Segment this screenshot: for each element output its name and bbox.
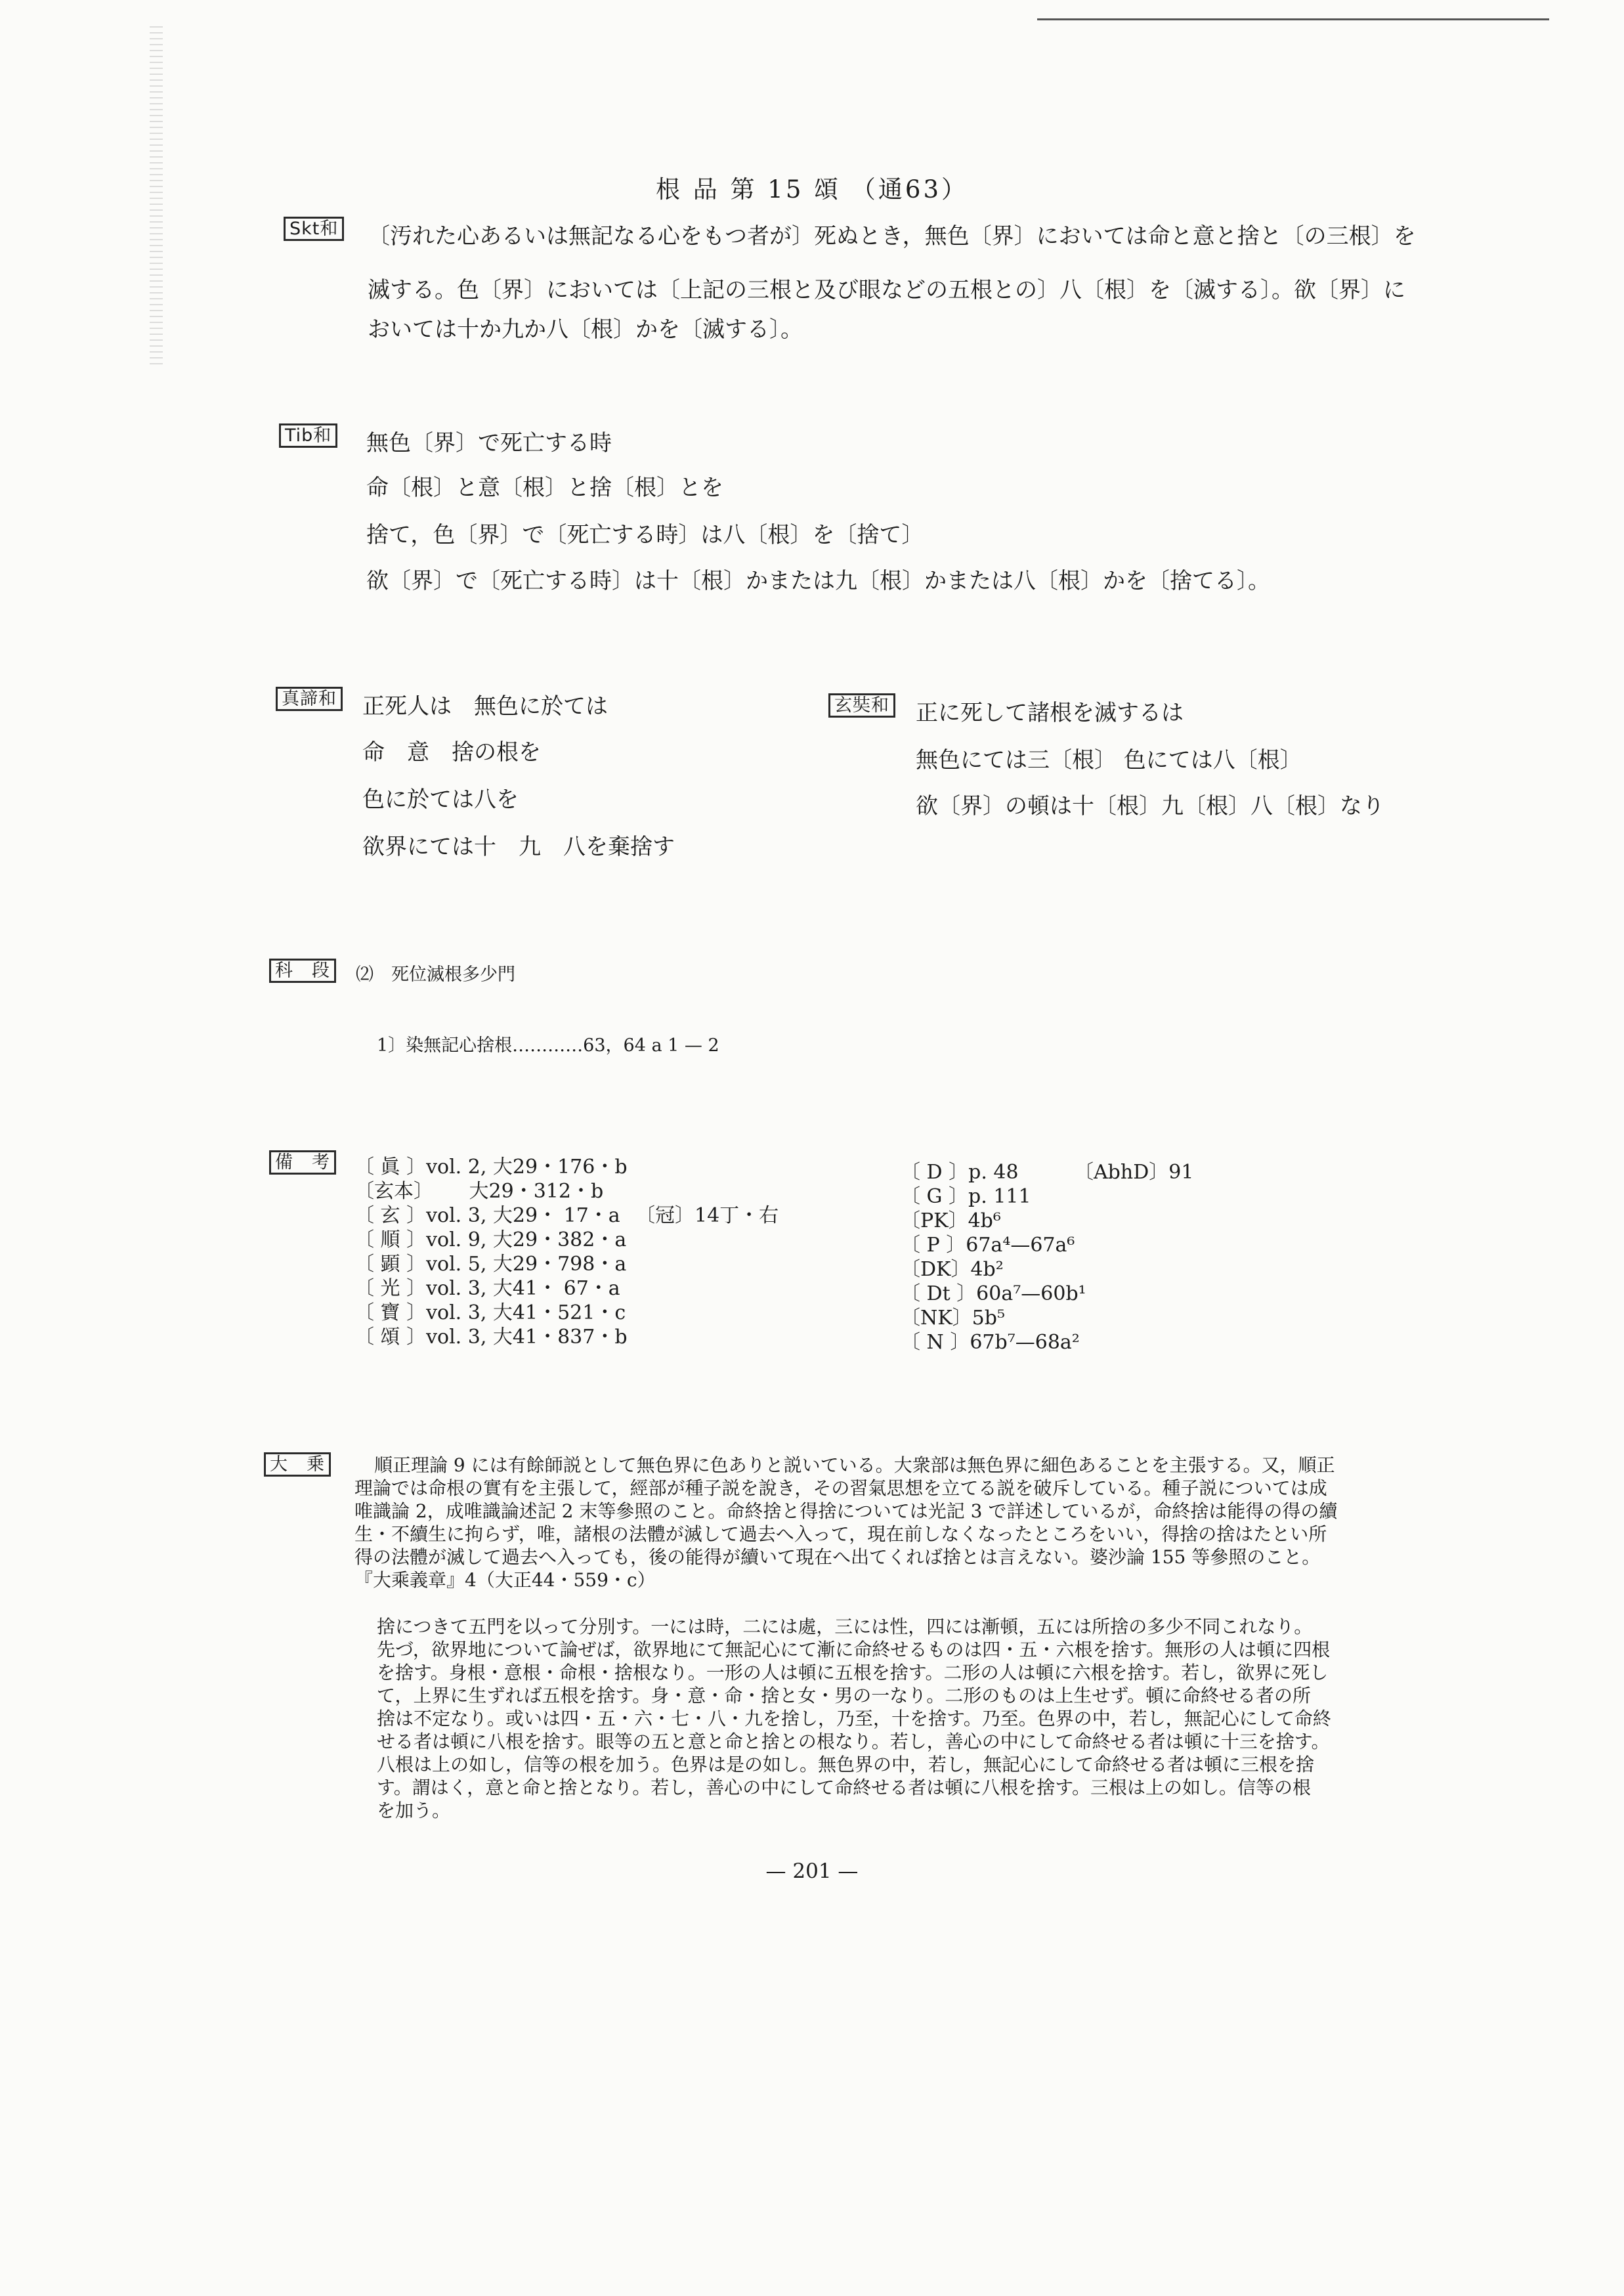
biko-ref-left: 〔 眞 〕vol. 2, 大29・176・b [354,1156,628,1179]
daijo-line: 先づ，欲界地について論ぜば，欲界地にて無記心にて漸に命終せるものは四・五・六根を捨す。無形の人は頓に四根 [377,1639,1331,1660]
biko-ref-left: 〔 玄 〕vol. 3, 大29・ 17・a [354,1204,620,1227]
kadan-tag-label: 科 段 [269,959,336,983]
tib-line: 欲〔界〕で〔死亡する時〕は十〔根〕かまたは九〔根〕かまたは八〔根〕かを〔捨てる〕。 [366,568,1270,594]
daijo-line: を捨す。身根・意根・命根・捨根なり。一形の人は頓に五根を捨す。二形の人は頓に六根を捨す。若し，欲界に死し [377,1662,1329,1683]
biko-ref-right: 〔 G 〕p. 111 [901,1185,1031,1208]
shintai-line: 欲界にては十 九 八を棄捨す [362,834,675,860]
skt-line: 滅する。色〔界〕においては〔上記の三根と及び眼などの五根との〕八〔根〕を〔滅する〕。欲〔界〕に [368,277,1405,303]
biko-ref-left: 〔玄本〕 大29・312・b [354,1180,604,1203]
daijo-line: て，上界に生ずれば五根を捨す。身・意・命・捨と女・男の一なり。二形のものは上生せず。頓に命終せる者の所 [377,1685,1311,1706]
daijo-line: 得の法體が滅して過去へ入っても，後の能得が續いて現在へ出てくれば捨とは言えない。婆沙論 155 等參照のこと。 [354,1546,1321,1568]
biko-ref-right: 〔NK〕5b⁵ [901,1307,1005,1330]
page-title: 根 品 第 15 頌 （通63） [656,175,968,204]
biko-ref-left: 〔 順 〕vol. 9, 大29・382・a [354,1228,627,1251]
biko-ref-right: 〔DK〕4b² [901,1258,1004,1281]
shintai-line: 色に於ては八を [362,787,519,813]
tib-tag [279,423,337,448]
biko-ref-right: 〔 Dt 〕60a⁷—60b¹ [901,1282,1086,1305]
biko-ref-left: 〔 寶 〕vol. 3, 大41・521・c [354,1301,626,1324]
skt-line: 〔汚れた心あるいは無記なる心をもつ者が〕死ぬとき，無色〔界〕においては命と意と捨と〔の三根〕を [368,223,1416,249]
daijo-line: 捨につきて五門を以って分別す。一には時，二には處，三には性，四には漸頓，五には所捨の多少不同これなり。 [377,1616,1313,1637]
shintai-tag [276,687,343,711]
genjo-line: 無色にては三〔根〕 色にては八〔根〕 [916,747,1302,773]
biko-tag [269,1150,336,1175]
daijo-line: 唯識論 2，成唯識論述記 2 末等參照のこと。命終捨と得捨については光記 3 で詳述しているが，命終捨は能得の得の續 [354,1500,1338,1522]
daijo-line: 八根は上の如し，信等の根を加う。色界は是の如し。無色界の中，若し，無記心にして命終せる者は頓に三根を捨 [377,1754,1315,1775]
shintai-line: 命 意 捨の根を [362,739,541,766]
skt-tag [284,217,344,241]
page-number: — 201 — [765,1859,859,1883]
daijo-line: 『大乘義章』4（大正44・559・c） [354,1569,656,1591]
kadan-heading: ⑵ 死位滅根多少門 [356,964,515,985]
skt-tag-label: Skt和 [284,217,344,241]
daijo-line: を加う。 [377,1800,451,1821]
biko-ref-right: 〔PK〕4b⁶ [901,1209,1001,1232]
daijo-line: せる者は頓に八根を捨す。眼等の五と意と命と捨との根なり。若し，善心の中にして命終せる者は頓に十三を捨す。 [377,1731,1330,1752]
kadan-tag [269,959,336,983]
tib-line: 無色〔界〕で死亡する時 [366,430,612,456]
genjo-line: 正に死して諸根を滅するは [916,700,1184,726]
shintai-line: 正死人は 無色に於ては [362,693,608,720]
daijo-line: 理論では命根の實有を主張して，經部が種子説を說き，その習氣思想を立てる説を破斥している。種子説については成 [354,1477,1327,1499]
daijo-line: 生・不續生に拘らず，唯，諸根の法體が滅して過去へ入って，現在前しなくなったところをいい，得捨の捨はたとい所 [354,1523,1327,1545]
skt-line: おいては十か九か八〔根〕かを〔滅する〕。 [368,316,803,343]
daijo-line: す。謂はく，意と命と捨となり。若し，善心の中にして命終せる者は頓に八根を捨す。三根は上の如し。信等の根 [377,1777,1311,1798]
biko-ref-left: 〔 顕 〕vol. 5, 大29・798・a [354,1253,627,1276]
daijo-line: 捨は不定なり。或いは四・五・六・七・八・九を捨し，乃至，十を捨す。乃至。色界の中，若し，無記心にして命終 [377,1708,1331,1729]
genjo-tag [828,693,895,718]
tib-line: 命〔根〕と意〔根〕と捨〔根〕とを [366,475,723,501]
biko-ref-left: 〔 頌 〕vol. 3, 大41・837・b [354,1326,628,1349]
genjo-tag-label: 玄奘和 [828,693,895,718]
tib-tag-label: Tib和 [279,423,337,448]
shintai-tag-label: 真諦和 [276,687,343,711]
tib-line: 捨て，色〔界〕で〔死亡する時〕は八〔根〕を〔捨て〕 [366,522,924,548]
top-rule [1037,18,1549,20]
biko-kan: 〔冠〕14丁・右 [635,1204,779,1227]
biko-ref-left: 〔 光 〕vol. 3, 大41・ 67・a [354,1277,620,1300]
biko-ref-right: 〔 N 〕67b⁷—68a² [901,1331,1080,1354]
daijo-tag [264,1452,331,1477]
daijo-line: 順正理論 9 には有餘師説として無色界に色ありと説いている。大衆部は無色界に細色あることを主張する。又，順正 [374,1454,1335,1476]
biko-ref-right: 〔 D 〕p. 48 [901,1161,1019,1184]
biko-tag-label: 備 考 [269,1150,336,1175]
genjo-line: 欲〔界〕の頓は十〔根〕九〔根〕八〔根〕なり [916,793,1384,819]
biko-ref-right: 〔 P 〕67a⁴—67a⁶ [901,1234,1075,1257]
kadan-item: 1〕染無記心捨根…………63，64 a 1 — 2 [377,1035,719,1056]
daijo-tag-label: 大 乗 [264,1452,331,1477]
biko-abhd: 〔AbhD〕91 [1074,1161,1194,1184]
